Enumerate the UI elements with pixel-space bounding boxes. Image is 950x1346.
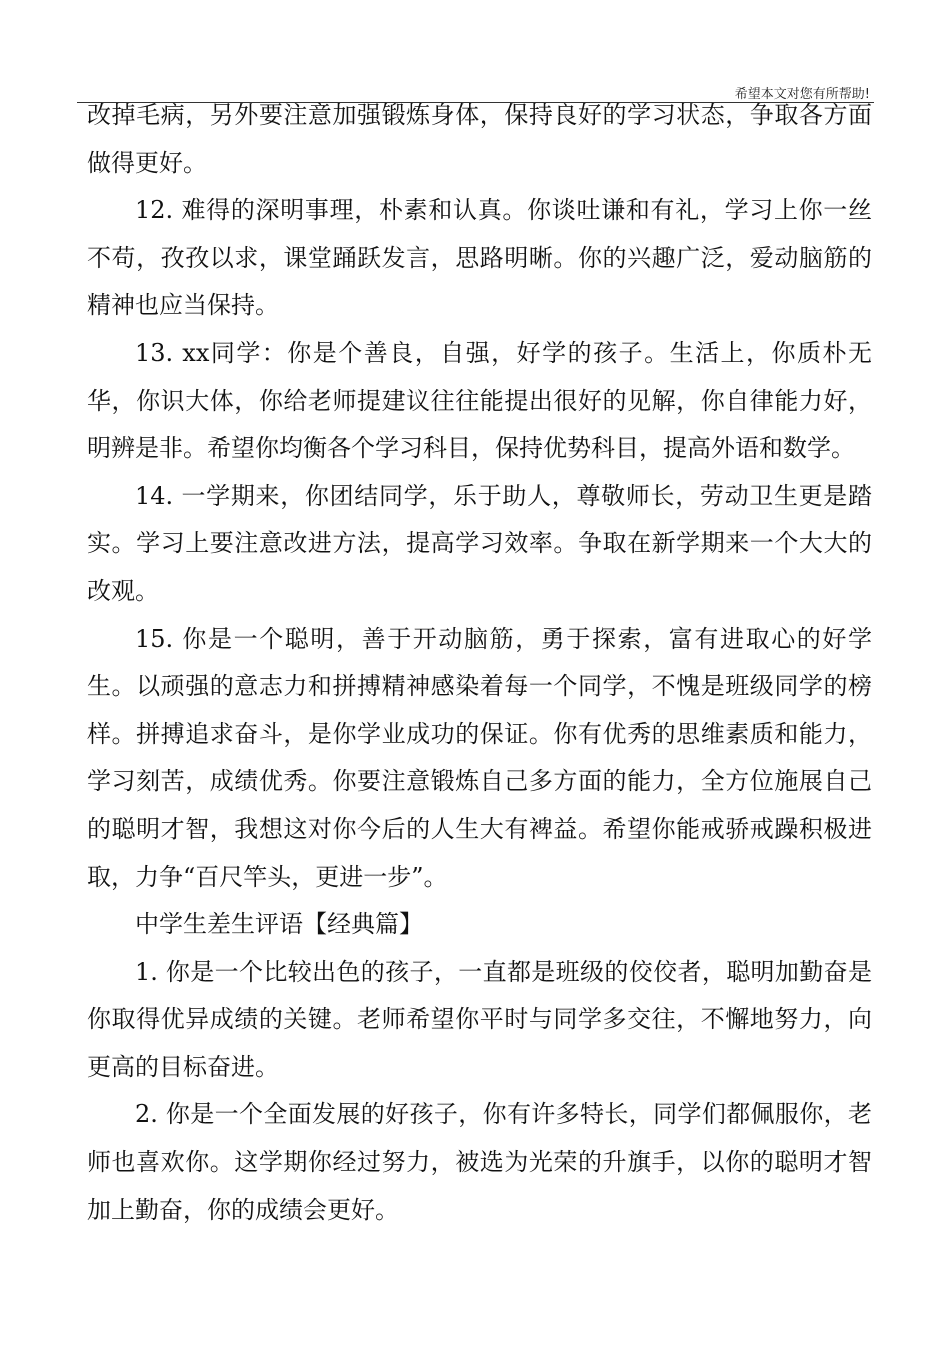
document-body <box>87 92 872 1234</box>
comment-2: 2. 你是一个全面发展的好孩子，你有许多特长，同学们都佩服你，老师也喜欢你。这学期你经过努力，被选为光荣的升旗手，以你的聪明才智加上勤奋，你的成绩会更好。 <box>87 1100 872 1224</box>
comment-13: 13. xx同学：你是个善良，自强，好学的孩子。生活上，你质朴无华，你识大体，你给老师提建议往往能提出很好的见解，你自律能力好，明辨是非。希望你均衡各个学习科目，保持优势科目，提高外语和数学。 <box>87 338 872 463</box>
paragraph-continuation: 改掉毛病，另外要注意加强锻炼身体，保持良好的学习状态，争取各方面做得更好。 <box>87 101 872 177</box>
section-heading: 中学生差生评语【经典篇】 <box>135 910 423 939</box>
comment-15: 15. 你是一个聪明，善于开动脑筋，勇于探索，富有进取心的好学生。以顽强的意志力和拼搏精神感染着每一个同学，不愧是班级同学的榜样。拼搏追求奋斗，是你学业成功的保证。你有优秀的思维素质和能力，学习刻苦，成绩优秀。你要注意锻炼自己多方面的能力，全方位施展自己的聪明才智，我想这对你今后的人生大有裨益。希望你能戒骄戒躁积极进取，力争“百尺竿头，更进一步”。 <box>87 624 872 891</box>
comment-1: 1. 你是一个比较出色的孩子，一直都是班级的佼佼者，聪明加勤奋是你取得优异成绩的关键。老师希望你平时与同学多交往，不懈地努力，向更高的目标奋进。 <box>87 957 872 1081</box>
comment-12: 12. 难得的深明事理，朴素和认真。你谈吐谦和有礼，学习上你一丝不苟，孜孜以求，课堂踊跃发言，思路明晰。你的兴趣广泛，爱动脑筋的精神也应当保持。 <box>87 196 872 320</box>
comment-14: 14. 一学期来，你团结同学，乐于助人，尊敬师长，劳动卫生更是踏实。学习上要注意改进方法，提高学习效率。争取在新学期来一个大大的改观。 <box>87 481 872 605</box>
header-note: 希望本文对您有所帮助! <box>734 87 870 102</box>
